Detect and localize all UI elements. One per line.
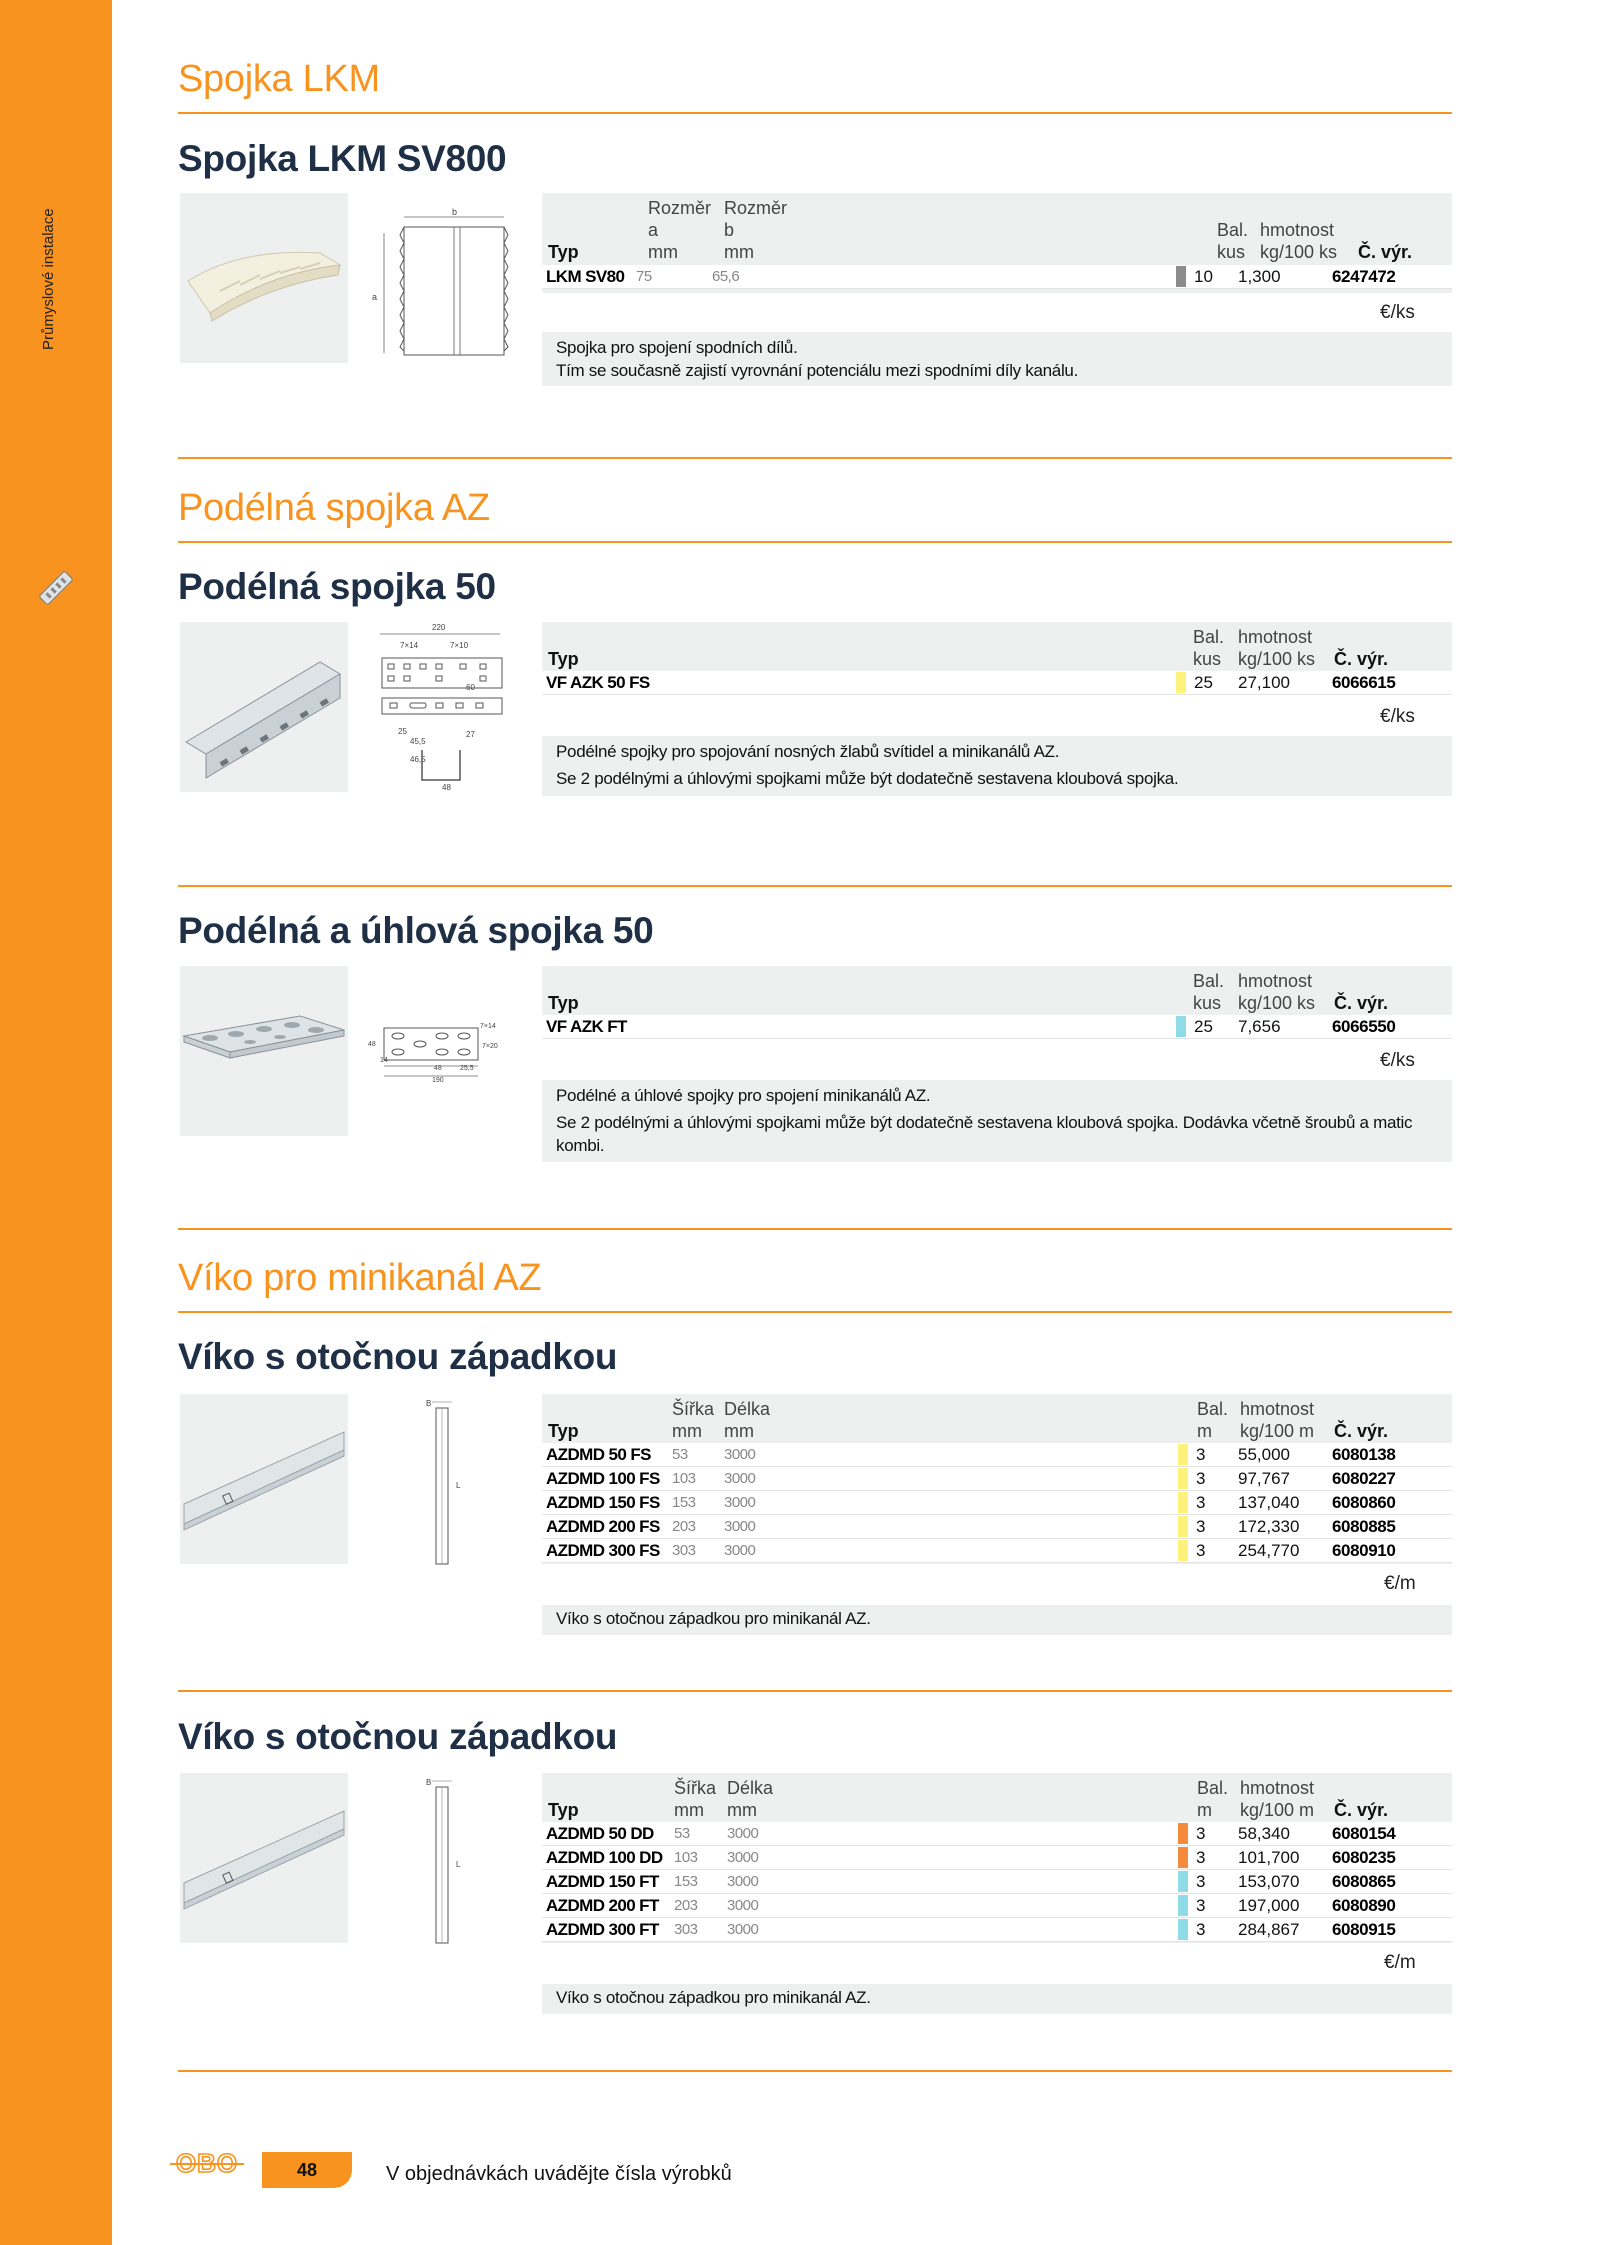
section-heading-lkm: Spojka LKM (178, 58, 380, 100)
header-type: Typ (548, 242, 579, 262)
row-weight: 153,070 (1238, 1872, 1300, 1891)
row-length: 3000 (724, 1518, 756, 1535)
row-length: 3000 (724, 1470, 756, 1487)
table-row (542, 1918, 1452, 1942)
table-row (542, 1491, 1452, 1515)
technical-drawing-viko1 (370, 1396, 520, 1571)
header-article-no: Č. výr. (1334, 993, 1389, 1013)
header-weight-unit: kg/100 m (1240, 1800, 1315, 1820)
product-description-azk (542, 1080, 1452, 1162)
drawing-dim: 220 (432, 623, 446, 632)
header-dim-b: Rozměr (724, 198, 788, 218)
header-dim-a: Rozměr (648, 198, 712, 218)
row-length: 3000 (724, 1542, 756, 1559)
technical-drawing-azk (370, 1010, 520, 1090)
row-weight: 284,867 (1238, 1920, 1300, 1939)
drawing-dim: 7×14 (480, 1023, 496, 1030)
header-weight-unit: kg/100 ks (1238, 993, 1316, 1013)
technical-drawing-viko2 (370, 1775, 520, 1950)
packaging-color-bar (1178, 1895, 1188, 1916)
svg-text:OBO: OBO (175, 2148, 239, 2178)
row-type: AZDMD 100 DD (546, 1848, 663, 1867)
row-pack: 3 (1196, 1824, 1206, 1843)
header-weight: hmotnost (1238, 971, 1313, 991)
product-table-viko1 (542, 1394, 1452, 1564)
row-width: 103 (674, 1849, 698, 1866)
product-title-lkm: Spojka LKM SV800 (178, 138, 507, 179)
section-divider (178, 112, 1452, 114)
section-divider (178, 541, 1452, 543)
sidebar-label: Průmyslové instalace (40, 208, 57, 350)
header-length-unit: mm (727, 1800, 757, 1820)
row-article-no: 6080885 (1332, 1517, 1396, 1536)
packaging-color-bar (1178, 1919, 1188, 1940)
header-type: Typ (548, 1421, 579, 1441)
product-table-lkm (542, 193, 1452, 293)
table-row (542, 265, 1452, 289)
page-number: 48 (262, 2152, 352, 2188)
row-article-no: 6080915 (1332, 1920, 1396, 1939)
row-type: VF AZK 50 FS (546, 673, 650, 692)
table-row (542, 1822, 1452, 1846)
header-weight-unit: kg/100 ks (1238, 649, 1316, 669)
row-type: VF AZK FT (546, 1017, 627, 1036)
row-article-no: 6080910 (1332, 1541, 1396, 1560)
header-pack: Bal. (1197, 1778, 1229, 1798)
row-weight: 7,656 (1238, 1017, 1281, 1036)
table-row (542, 1894, 1452, 1918)
header-dim-a-letter: a (648, 220, 659, 240)
packaging-color-bar (1176, 1016, 1186, 1037)
drawing-dim: 7×10 (450, 641, 469, 650)
drawing-dim: 14 (380, 1057, 388, 1064)
drawing-dim: B (426, 1399, 432, 1408)
packaging-color-bar (1178, 1540, 1188, 1561)
drawing-label-a: a (372, 292, 378, 302)
section-heading-az: Podélná spojka AZ (178, 487, 490, 529)
description-line: Víko s otočnou západkou pro minikanál AZ. (556, 1609, 871, 1628)
drawing-dim: 60 (466, 683, 475, 692)
header-width-unit: mm (672, 1421, 702, 1441)
table-row (542, 1846, 1452, 1870)
section-divider (178, 1311, 1452, 1313)
drawing-label-b: b (452, 207, 458, 217)
row-width: 53 (672, 1446, 688, 1463)
drawing-dim: 27 (466, 730, 475, 739)
row-type: AZDMD 300 FS (546, 1541, 660, 1560)
drawing-dim: 7×20 (482, 1043, 498, 1050)
price-unit: €/ks (1380, 302, 1415, 323)
price-unit: €/ks (1380, 706, 1415, 727)
row-pack: 3 (1196, 1493, 1206, 1512)
row-length: 3000 (724, 1494, 756, 1511)
table-row (542, 1467, 1452, 1491)
header-pack: Bal. (1193, 627, 1225, 647)
product-image-lkm (180, 193, 348, 363)
row-dim-a: 75 (636, 268, 652, 285)
price-unit: €/m (1384, 1952, 1416, 1973)
row-article-no: 6080154 (1332, 1824, 1396, 1843)
table-row (542, 1515, 1452, 1539)
row-pack: 3 (1196, 1920, 1206, 1939)
packaging-color-bar (1178, 1492, 1188, 1513)
price-unit: €/ks (1380, 1050, 1415, 1071)
header-width: Šířka (674, 1778, 717, 1798)
row-article-no: 6066615 (1332, 673, 1396, 692)
packaging-color-bar (1178, 1444, 1188, 1465)
row-weight: 58,340 (1238, 1824, 1290, 1843)
description-line: Spojka pro spojení spodních dílů. (556, 338, 798, 357)
header-width: Šířka (672, 1399, 715, 1419)
row-length: 3000 (727, 1921, 759, 1938)
header-length-unit: mm (724, 1421, 754, 1441)
drawing-dim: 46,5 (410, 755, 426, 764)
header-type: Typ (548, 993, 579, 1013)
header-weight: hmotnost (1260, 220, 1335, 240)
footer-note: V objednávkách uvádějte čísla výrobků (386, 2163, 732, 2185)
row-length: 3000 (727, 1849, 759, 1866)
row-pack: 3 (1196, 1517, 1206, 1536)
row-weight: 55,000 (1238, 1445, 1290, 1464)
row-width: 203 (674, 1897, 698, 1914)
row-length: 3000 (727, 1825, 759, 1842)
table-row (542, 1539, 1452, 1563)
table-row (542, 1443, 1452, 1467)
row-type: AZDMD 150 FS (546, 1493, 660, 1512)
description-line: Se 2 podélnými a úhlovými spojkami může být dodatečně sestavena kloubová spojka. (556, 769, 1179, 788)
header-dim-b-letter: b (724, 220, 735, 240)
drawing-dim: L (456, 1481, 461, 1490)
price-unit: €/m (1384, 1573, 1416, 1594)
header-article-no: Č. výr. (1358, 242, 1413, 262)
packaging-color-bar (1176, 266, 1186, 287)
section-divider (178, 457, 1452, 459)
row-length: 3000 (724, 1446, 756, 1463)
drawing-dim: 48 (442, 783, 451, 792)
product-table-azk (542, 966, 1452, 1038)
drawing-dim: 7×14 (400, 641, 419, 650)
header-article-no: Č. výr. (1334, 649, 1389, 669)
header-pack-unit: kus (1193, 649, 1222, 669)
row-width: 203 (672, 1518, 696, 1535)
row-article-no: 6080865 (1332, 1872, 1396, 1891)
packaging-color-bar (1178, 1847, 1188, 1868)
drawing-dim: 25 (398, 727, 407, 736)
product-title-viko2: Víko s otočnou západkou (178, 1716, 618, 1757)
row-weight: 101,700 (1238, 1848, 1300, 1867)
header-pack-unit: m (1197, 1421, 1212, 1441)
row-article-no: 6080235 (1332, 1848, 1396, 1867)
description-line: Tím se současně zajistí vyrovnání potenciálu mezi spodními díly kanálu. (556, 361, 1079, 380)
header-pack-unit: m (1197, 1800, 1212, 1820)
product-description-viko1 (542, 1605, 1452, 1635)
row-width: 303 (674, 1921, 698, 1938)
packaging-color-bar (1176, 672, 1186, 693)
packaging-color-bar (1178, 1823, 1188, 1844)
technical-drawing-lkm (370, 205, 520, 370)
header-type: Typ (548, 1800, 579, 1820)
product-table-az (542, 622, 1452, 694)
row-type: LKM SV80 (546, 267, 625, 286)
product-description-az (542, 736, 1452, 796)
row-width: 153 (674, 1873, 698, 1890)
technical-drawing-az (370, 622, 520, 797)
row-pack: 25 (1194, 673, 1213, 692)
row-weight: 172,330 (1238, 1517, 1300, 1536)
product-description-viko2 (542, 1984, 1452, 2014)
row-pack: 3 (1196, 1541, 1206, 1560)
packaging-color-bar (1178, 1871, 1188, 1892)
obo-logo (168, 2148, 246, 2180)
header-width-unit: mm (674, 1800, 704, 1820)
row-pack: 25 (1194, 1017, 1213, 1036)
drawing-dim: 25,5 (460, 1065, 474, 1072)
row-weight: 1,300 (1238, 267, 1281, 286)
drawing-dim: L (456, 1860, 461, 1869)
row-pack: 3 (1196, 1872, 1206, 1891)
row-length: 3000 (727, 1873, 759, 1890)
header-pack: Bal. (1193, 971, 1225, 991)
table-row (542, 1015, 1452, 1039)
connector-thumbnail-icon (38, 568, 74, 608)
row-pack: 10 (1194, 267, 1213, 286)
description-line: Podélné spojky pro spojování nosných žlabů svítidel a minikanálů AZ. (556, 742, 1060, 761)
header-weight: hmotnost (1240, 1399, 1315, 1419)
row-type: AZDMD 200 FT (546, 1896, 659, 1915)
row-width: 53 (674, 1825, 690, 1842)
packaging-color-bar (1178, 1516, 1188, 1537)
row-article-no: 6066550 (1332, 1017, 1396, 1036)
table-row (542, 671, 1452, 695)
header-length: Délka (727, 1778, 774, 1798)
product-image-azk (180, 966, 348, 1136)
row-type: AZDMD 100 FS (546, 1469, 660, 1488)
row-article-no: 6080227 (1332, 1469, 1396, 1488)
header-pack-unit: kus (1193, 993, 1222, 1013)
section-divider (178, 1690, 1452, 1692)
row-pack: 3 (1196, 1445, 1206, 1464)
row-pack: 3 (1196, 1896, 1206, 1915)
description-line: Se 2 podélnými a úhlovými spojkami může být dodatečně sestavena kloubová spojka. Dodávka včetně šroubů a matic kombi. (556, 1113, 1413, 1155)
row-article-no: 6080860 (1332, 1493, 1396, 1512)
packaging-color-bar (1178, 1468, 1188, 1489)
description-line: Víko s otočnou západkou pro minikanál AZ. (556, 1988, 871, 2007)
row-weight: 27,100 (1238, 673, 1290, 692)
header-dim-b-unit: mm (724, 242, 754, 262)
row-pack: 3 (1196, 1848, 1206, 1867)
row-article-no: 6080890 (1332, 1896, 1396, 1915)
section-divider (178, 885, 1452, 887)
drawing-dim: 45,5 (410, 737, 426, 746)
description-line: Podélné a úhlové spojky pro spojení minikanálů AZ. (556, 1086, 931, 1105)
row-article-no: 6247472 (1332, 267, 1396, 286)
product-description-lkm (542, 332, 1452, 386)
header-article-no: Č. výr. (1334, 1421, 1389, 1441)
header-weight-unit: kg/100 ks (1260, 242, 1338, 262)
product-image-viko2 (180, 1773, 348, 1943)
drawing-dim: B (426, 1778, 432, 1787)
header-dim-a-unit: mm (648, 242, 678, 262)
product-table-viko2 (542, 1773, 1452, 1943)
header-weight-unit: kg/100 m (1240, 1421, 1315, 1441)
row-type: AZDMD 50 DD (546, 1824, 654, 1843)
drawing-dim: 48 (434, 1065, 442, 1072)
section-divider (178, 2070, 1452, 2072)
product-image-viko1 (180, 1394, 348, 1564)
section-divider (178, 1228, 1452, 1230)
row-width: 153 (672, 1494, 696, 1511)
row-article-no: 6080138 (1332, 1445, 1396, 1464)
row-pack: 3 (1196, 1469, 1206, 1488)
section-heading-viko: Víko pro minikanál AZ (178, 1257, 542, 1299)
row-length: 3000 (727, 1897, 759, 1914)
product-image-az (180, 622, 348, 792)
product-title-az: Podélná spojka 50 (178, 566, 496, 607)
header-article-no: Č. výr. (1334, 1800, 1389, 1820)
drawing-dim: 48 (368, 1041, 376, 1048)
row-type: AZDMD 50 FS (546, 1445, 651, 1464)
row-weight: 97,767 (1238, 1469, 1290, 1488)
header-length: Délka (724, 1399, 771, 1419)
product-title-viko1: Víko s otočnou západkou (178, 1336, 618, 1377)
row-weight: 197,000 (1238, 1896, 1300, 1915)
table-row (542, 1870, 1452, 1894)
header-pack-unit: kus (1217, 242, 1246, 262)
row-type: AZDMD 200 FS (546, 1517, 660, 1536)
row-type: AZDMD 300 FT (546, 1920, 659, 1939)
header-type: Typ (548, 649, 579, 669)
drawing-dim: 190 (432, 1077, 444, 1084)
row-dim-b: 65,6 (712, 268, 740, 285)
header-weight: hmotnost (1238, 627, 1313, 647)
header-weight: hmotnost (1240, 1778, 1315, 1798)
row-width: 303 (672, 1542, 696, 1559)
row-weight: 137,040 (1238, 1493, 1300, 1512)
row-weight: 254,770 (1238, 1541, 1300, 1560)
header-pack: Bal. (1197, 1399, 1229, 1419)
row-type: AZDMD 150 FT (546, 1872, 659, 1891)
product-title-azk: Podélná a úhlová spojka 50 (178, 910, 654, 951)
header-pack: Bal. (1217, 220, 1249, 240)
row-width: 103 (672, 1470, 696, 1487)
